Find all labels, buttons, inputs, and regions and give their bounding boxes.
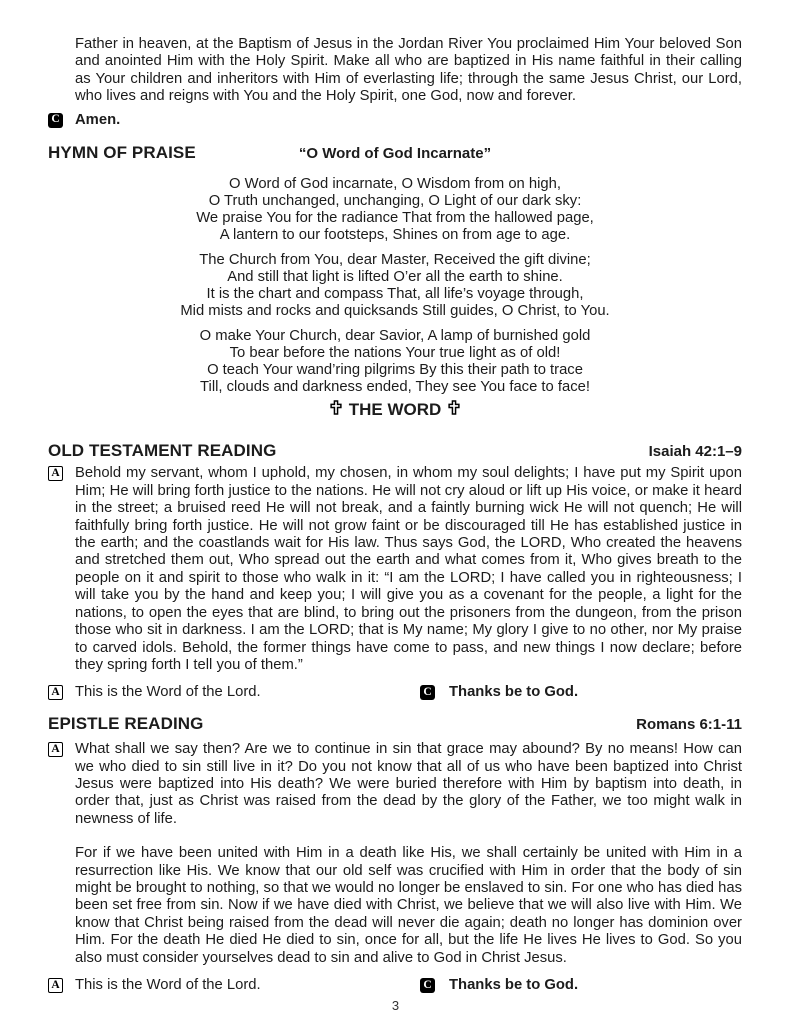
congregation-marker: C	[420, 685, 435, 700]
verse-line: A lantern to our footsteps, Shines on from age to age.	[219, 227, 571, 244]
congregation-response-text: Thanks be to God.	[449, 977, 579, 993]
page-number: 3	[391, 997, 400, 1013]
amen-response-text: Amen.	[75, 111, 121, 128]
verse-line: O Word of God incarnate, O Wisdom from on high,	[229, 176, 561, 193]
hymn-of-praise-heading: HYMN OF PRAISE	[48, 143, 196, 163]
amen-response-row	[48, 112, 742, 129]
congregation-marker: C	[48, 113, 63, 128]
hymn-verses	[48, 176, 742, 396]
epistle-reference: Romans 6:1-11	[636, 715, 742, 733]
lector-marker: A	[48, 466, 63, 481]
hymn-title: “O Word of God Incarnate”	[298, 145, 492, 163]
old-testament-reference: Isaiah 42:1–9	[648, 443, 742, 461]
congregation-response-group	[420, 684, 578, 701]
hymn-verse-3	[48, 328, 742, 396]
verse-line: It is the chart and compass That, all life’s voyage through,	[206, 286, 584, 303]
verse-line: The Church from You, dear Master, Received the gift divine;	[199, 252, 591, 269]
hymn-verse-2	[48, 252, 742, 320]
epistle-response-row	[48, 977, 742, 994]
verse-line: Mid mists and rocks and quicksands Still guides, O Christ, to You.	[180, 303, 610, 320]
congregation-response-text: Thanks be to God.	[449, 684, 579, 701]
opening-prayer-text: Father in heaven, at the Baptism of Jesus in the Jordan River You proclaimed Him Your beloved Son and anointed Him with the Holy Spirit. Make all who are baptized in His name faithful in their calling as Your children and inheritors with Him of everlasting life; through the same Jesus Christ, our Lord, who lives and reigns with You and the Holy Spirit, one God, now and forever.	[75, 36, 742, 105]
old-testament-heading: OLD TESTAMENT READING	[48, 441, 277, 461]
lector-marker: A	[48, 742, 63, 757]
verse-line: O Truth unchanged, unchanging, O Light of our dark sky:	[208, 193, 582, 210]
epistle-paragraph-2: For if we have been united with Him in a death like His, we shall certainly be united with Him in a resurrection like His. We know that our old self was crucified with Him in order that the body of sin might be brought to nothing, so that we would no longer be enslaved to sin. For one who has died has been set free from sin. Now if we have died with Christ, we believe that we will also live with Him. We know that Christ being raised from the dead will never die again; death no longer has dominion over Him. For the death He died He died to sin, once for all, but the life He lives He lives to God. So you also must consider yourselves dead to sin and alive to God in Christ Jesus.	[75, 845, 742, 966]
verse-line: And still that light is lifted O’er all the earth to shine.	[227, 269, 563, 286]
congregation-marker: C	[420, 978, 435, 993]
epistle-heading: EPISTLE READING	[48, 713, 204, 733]
verse-line: O make Your Church, dear Savior, A lamp of burnished gold	[199, 328, 591, 345]
epistle-reading-row	[48, 741, 742, 828]
verse-line: O teach Your wand’ring pilgrims By this their path to trace	[207, 362, 583, 379]
verse-line: To bear before the nations Your true light as of old!	[229, 345, 561, 362]
lector-response-text: This is the Word of the Lord.	[75, 977, 261, 993]
lector-marker: A	[48, 978, 63, 993]
the-word-section-heading	[48, 400, 742, 420]
latin-cross-icon	[330, 400, 342, 420]
hymn-verse-1	[48, 176, 742, 244]
verse-line: We praise You for the radiance That from the hallowed page,	[196, 210, 594, 227]
congregation-response-group	[420, 977, 578, 994]
old-testament-heading-row	[48, 441, 742, 460]
hymn-heading-row	[48, 143, 742, 163]
old-testament-text: Behold my servant, whom I uphold, my chosen, in whom my soul delights; I have put my Spirit upon Him; He will bring forth justice to the nations. He will not cry aloud or lift up His voice, or make it heard in the street; a bruised reed He will not break, and a faintly burning wick He will not quench; He will faithfully bring forth justice. He will not grow faint or be discouraged till He has established justice in the earth; and the coastlands wait for His law. Thus says God, the LORD, Who created the heavens and stretched them out, Who spread out the earth and what comes from it, Who gives breath to the people on it and spirit to those who walk in it: “I am the LORD; I have called you in righteousness; I will take you by the hand and keep you; I will give you as a covenant for the people, a light for the nations, to open the eyes that are blind, to bring out the prisoners from the dungeon, from the prison those who sit in darkness. I am the LORD; that is My name; My glory I give to no other, nor My praise to carved idols. Behold, the former things have come to pass, and new things I now declare; before they spring forth I tell you of them.”	[75, 465, 742, 673]
epistle-paragraph-1: What shall we say then? Are we to continue in sin that grace may abound? By no means! How can we who died to sin still live in it? Do you not know that all of us who have been baptized into Christ Jesus were baptized into His death? We were buried therefore with Him by baptism into death, in order that, just as Christ was raised from the dead by the glory of the Father, we too might walk in newness of life.	[75, 741, 742, 827]
lector-response-text: This is the Word of the Lord.	[75, 684, 261, 701]
old-testament-response-row	[48, 684, 742, 701]
lector-marker: A	[48, 685, 63, 700]
latin-cross-icon	[448, 400, 460, 420]
section-title: THE WORD	[348, 400, 442, 420]
verse-line: Till, clouds and darkness ended, They see You face to face!	[200, 379, 590, 396]
old-testament-reading-row	[48, 465, 742, 674]
epistle-heading-row	[48, 714, 742, 733]
